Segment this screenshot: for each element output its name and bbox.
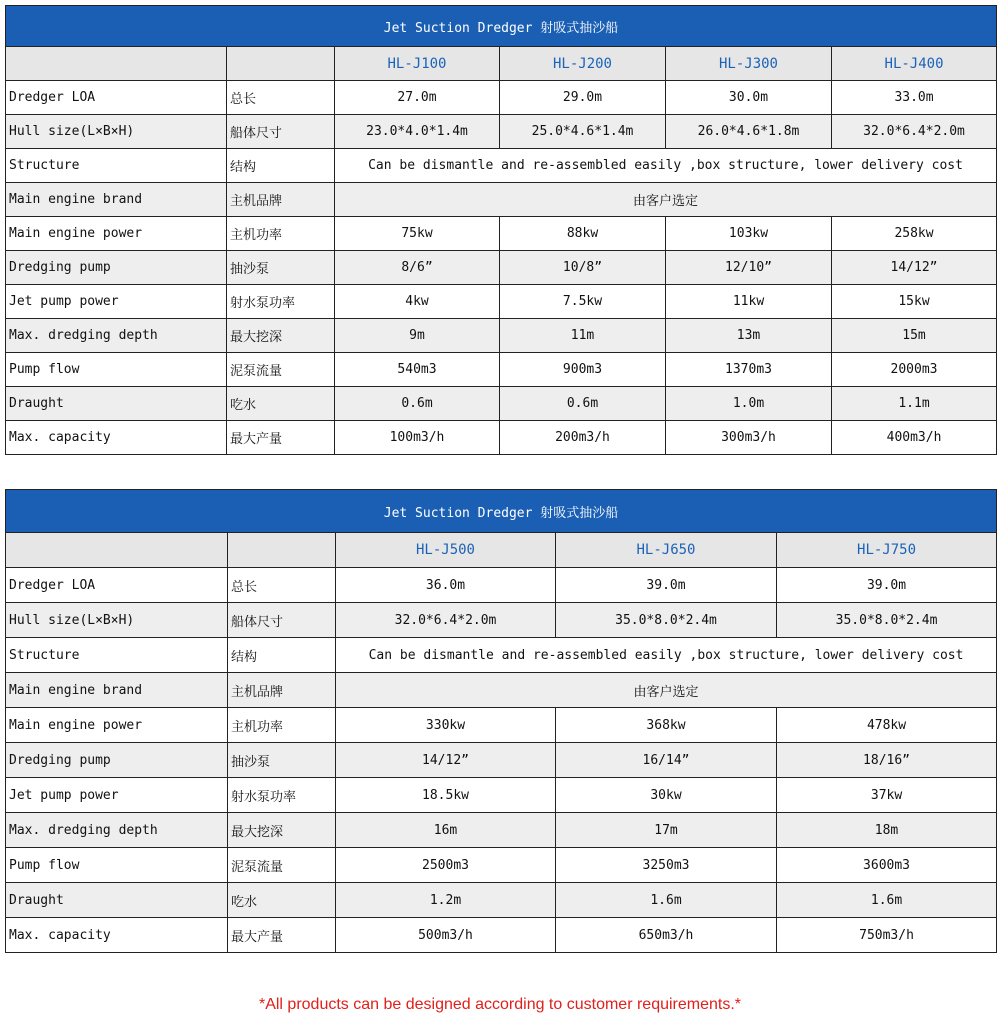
table-title: Jet Suction Dredger 射吸式抽沙船 xyxy=(6,6,997,47)
value-cell: 25.0*4.6*1.4m xyxy=(500,115,666,149)
value-cell: 14/12” xyxy=(336,743,556,778)
value-cell: 100m3/h xyxy=(335,421,500,455)
row-label-cn: 抽沙泵 xyxy=(228,743,336,778)
model-header: HL-J650 xyxy=(556,533,777,568)
value-cell: 7.5kw xyxy=(500,285,666,319)
row-label-en: Draught xyxy=(6,883,228,918)
row-label-en: Pump flow xyxy=(6,353,227,387)
value-cell: 650m3/h xyxy=(556,918,777,953)
value-cell: 200m3/h xyxy=(500,421,666,455)
row-label-cn: 主机品牌 xyxy=(227,183,335,217)
model-header: HL-J200 xyxy=(500,47,666,81)
value-cell: 75kw xyxy=(335,217,500,251)
value-cell: 540m3 xyxy=(335,353,500,387)
value-cell: 900m3 xyxy=(500,353,666,387)
row-label-en: Hull size(L×B×H) xyxy=(6,115,227,149)
value-cell: 37kw xyxy=(777,778,997,813)
table-title-row xyxy=(6,490,997,533)
value-cell: 750m3/h xyxy=(777,918,997,953)
row-label-en: Pump flow xyxy=(6,848,228,883)
table-row xyxy=(6,708,997,743)
row-label-cn: 吃水 xyxy=(228,883,336,918)
row-label-en: Dredger LOA xyxy=(6,81,227,115)
value-cell: 478kw xyxy=(777,708,997,743)
row-label-cn: 结构 xyxy=(227,149,335,183)
model-header-row xyxy=(6,47,997,81)
value-cell: 36.0m xyxy=(336,568,556,603)
table-row xyxy=(6,883,997,918)
table-row xyxy=(6,568,997,603)
row-label-en: Max. dredging depth xyxy=(6,813,228,848)
table-row xyxy=(6,603,997,638)
row-label-cn: 泥泵流量 xyxy=(228,848,336,883)
row-label-cn: 射水泵功率 xyxy=(227,285,335,319)
row-label-en: Main engine brand xyxy=(6,183,227,217)
value-cell: 16m xyxy=(336,813,556,848)
row-label-cn: 最大挖深 xyxy=(228,813,336,848)
table-row xyxy=(6,421,997,455)
merged-cell: Can be dismantle and re-assembled easily ,box structure, lower delivery cost xyxy=(336,638,997,673)
header-blank-en xyxy=(6,533,228,568)
table-row xyxy=(6,115,997,149)
value-cell: 17m xyxy=(556,813,777,848)
table-row xyxy=(6,81,997,115)
row-label-cn: 最大挖深 xyxy=(227,319,335,353)
value-cell: 258kw xyxy=(832,217,997,251)
table-row xyxy=(6,778,997,813)
row-label-cn: 总长 xyxy=(227,81,335,115)
value-cell: 33.0m xyxy=(832,81,997,115)
table-row xyxy=(6,353,997,387)
value-cell: 15m xyxy=(832,319,997,353)
value-cell: 9m xyxy=(335,319,500,353)
value-cell: 103kw xyxy=(666,217,832,251)
value-cell: 32.0*6.4*2.0m xyxy=(832,115,997,149)
model-header: HL-J100 xyxy=(335,47,500,81)
value-cell: 39.0m xyxy=(777,568,997,603)
table-row xyxy=(6,251,997,285)
value-cell: 26.0*4.6*1.8m xyxy=(666,115,832,149)
row-label-cn: 主机品牌 xyxy=(228,673,336,708)
value-cell: 1.2m xyxy=(336,883,556,918)
value-cell: 88kw xyxy=(500,217,666,251)
row-label-en: Jet pump power xyxy=(6,778,228,813)
value-cell: 30.0m xyxy=(666,81,832,115)
table-row xyxy=(6,673,997,708)
row-label-cn: 主机功率 xyxy=(227,217,335,251)
row-label-en: Main engine power xyxy=(6,708,228,743)
merged-cell: 由客户选定 xyxy=(336,673,997,708)
row-label-en: Jet pump power xyxy=(6,285,227,319)
value-cell: 11m xyxy=(500,319,666,353)
footnote: *All products can be designed according to customer requirements.* xyxy=(258,996,742,1013)
table-row xyxy=(6,319,997,353)
row-label-en: Max. dredging depth xyxy=(6,319,227,353)
row-label-en: Max. capacity xyxy=(6,421,227,455)
value-cell: 0.6m xyxy=(335,387,500,421)
value-cell: 35.0*8.0*2.4m xyxy=(777,603,997,638)
value-cell: 0.6m xyxy=(500,387,666,421)
table-row xyxy=(6,813,997,848)
row-label-cn: 总长 xyxy=(228,568,336,603)
row-label-en: Dredging pump xyxy=(6,743,228,778)
value-cell: 39.0m xyxy=(556,568,777,603)
value-cell: 3250m3 xyxy=(556,848,777,883)
table-row xyxy=(6,217,997,251)
value-cell: 12/10” xyxy=(666,251,832,285)
table-row xyxy=(6,387,997,421)
table-row xyxy=(6,149,997,183)
value-cell: 18m xyxy=(777,813,997,848)
value-cell: 1.1m xyxy=(832,387,997,421)
value-cell: 330kw xyxy=(336,708,556,743)
header-blank-en xyxy=(6,47,227,81)
row-label-cn: 主机功率 xyxy=(228,708,336,743)
header-blank-cn xyxy=(228,533,336,568)
table-title: Jet Suction Dredger 射吸式抽沙船 xyxy=(6,490,997,533)
row-label-en: Max. capacity xyxy=(6,918,228,953)
value-cell: 32.0*6.4*2.0m xyxy=(336,603,556,638)
value-cell: 368kw xyxy=(556,708,777,743)
spec-table-2 xyxy=(5,489,997,953)
value-cell: 23.0*4.0*1.4m xyxy=(335,115,500,149)
value-cell: 8/6” xyxy=(335,251,500,285)
model-header: HL-J400 xyxy=(832,47,997,81)
value-cell: 18.5kw xyxy=(336,778,556,813)
value-cell: 2500m3 xyxy=(336,848,556,883)
row-label-cn: 最大产量 xyxy=(227,421,335,455)
row-label-cn: 抽沙泵 xyxy=(227,251,335,285)
header-blank-cn xyxy=(227,47,335,81)
table-row xyxy=(6,285,997,319)
value-cell: 27.0m xyxy=(335,81,500,115)
table-row xyxy=(6,743,997,778)
table-row xyxy=(6,918,997,953)
merged-cell: Can be dismantle and re-assembled easily ,box structure, lower delivery cost xyxy=(335,149,997,183)
row-label-en: Main engine brand xyxy=(6,673,228,708)
value-cell: 35.0*8.0*2.4m xyxy=(556,603,777,638)
row-label-cn: 结构 xyxy=(228,638,336,673)
row-label-en: Dredger LOA xyxy=(6,568,228,603)
table-row xyxy=(6,183,997,217)
row-label-en: Draught xyxy=(6,387,227,421)
row-label-en: Structure xyxy=(6,149,227,183)
row-label-cn: 船体尺寸 xyxy=(228,603,336,638)
value-cell: 2000m3 xyxy=(832,353,997,387)
value-cell: 29.0m xyxy=(500,81,666,115)
spec-table-1 xyxy=(5,5,997,455)
merged-cell: 由客户选定 xyxy=(335,183,997,217)
value-cell: 3600m3 xyxy=(777,848,997,883)
value-cell: 14/12” xyxy=(832,251,997,285)
row-label-cn: 射水泵功率 xyxy=(228,778,336,813)
value-cell: 11kw xyxy=(666,285,832,319)
table-row xyxy=(6,638,997,673)
value-cell: 300m3/h xyxy=(666,421,832,455)
model-header: HL-J500 xyxy=(336,533,556,568)
row-label-en: Dredging pump xyxy=(6,251,227,285)
row-label-en: Structure xyxy=(6,638,228,673)
value-cell: 16/14” xyxy=(556,743,777,778)
value-cell: 1.6m xyxy=(777,883,997,918)
model-header: HL-J300 xyxy=(666,47,832,81)
row-label-cn: 船体尺寸 xyxy=(227,115,335,149)
value-cell: 13m xyxy=(666,319,832,353)
value-cell: 1.6m xyxy=(556,883,777,918)
value-cell: 500m3/h xyxy=(336,918,556,953)
value-cell: 15kw xyxy=(832,285,997,319)
table-row xyxy=(6,848,997,883)
value-cell: 10/8” xyxy=(500,251,666,285)
value-cell: 1370m3 xyxy=(666,353,832,387)
value-cell: 400m3/h xyxy=(832,421,997,455)
model-header-row xyxy=(6,533,997,568)
row-label-cn: 最大产量 xyxy=(228,918,336,953)
row-label-cn: 吃水 xyxy=(227,387,335,421)
value-cell: 18/16” xyxy=(777,743,997,778)
row-label-en: Main engine power xyxy=(6,217,227,251)
value-cell: 4kw xyxy=(335,285,500,319)
row-label-cn: 泥泵流量 xyxy=(227,353,335,387)
value-cell: 30kw xyxy=(556,778,777,813)
value-cell: 1.0m xyxy=(666,387,832,421)
model-header: HL-J750 xyxy=(777,533,997,568)
row-label-en: Hull size(L×B×H) xyxy=(6,603,228,638)
table-title-row xyxy=(6,6,997,47)
